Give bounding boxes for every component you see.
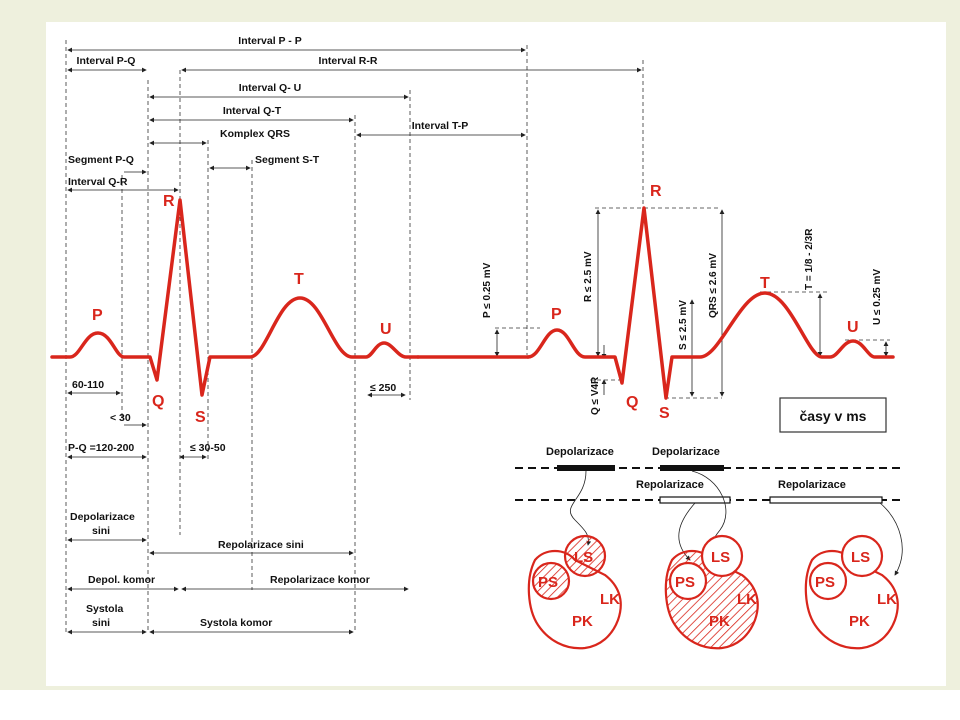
komplex-qrs-label: Komplex QRS: [219, 128, 291, 140]
phase-systola-sini-line2: sini: [92, 617, 111, 629]
interval-rr-label: Interval R-R: [318, 55, 378, 67]
wave-q-label-left: Q: [152, 393, 165, 410]
wave-r-label-right: R: [650, 183, 662, 200]
time-unit-label: časy v ms: [799, 408, 867, 424]
phase-repol-sini: Repolarizace sini: [218, 539, 304, 551]
phase-depol-sini-line1: Depolarizace: [70, 511, 135, 523]
interval-qu-label: Interval Q- U: [238, 82, 302, 94]
amplitude-q-label: Q ≤ V4R: [590, 376, 601, 415]
bar-depol-label-2: Depolarizace: [652, 446, 720, 458]
bar-repol-label-1: Repolarizace: [636, 479, 704, 491]
wave-t-label-left: T: [294, 271, 304, 288]
heart-3-ls: LS: [851, 549, 871, 566]
segment-st-label: Segment S-T: [255, 154, 320, 166]
phase-systola-sini-line1: Systola: [86, 603, 124, 615]
interval-tp-label: Interval T-P: [411, 120, 469, 132]
interval-pp-label: Interval P - P: [238, 35, 302, 47]
amplitude-r-label: R ≤ 2.5 mV: [583, 251, 594, 302]
heart-1-pk: PK: [572, 613, 593, 630]
heart-3-pk: PK: [849, 613, 870, 630]
heart-3-ps: PS: [815, 574, 836, 591]
wave-u-label-right: U: [847, 319, 859, 336]
heart-2-ps: PS: [675, 574, 696, 591]
ecg-trace-left: [52, 200, 418, 395]
wave-u-label-left: U: [380, 321, 392, 338]
wave-q-label-right: Q: [626, 394, 639, 411]
heart-1-lk: LK: [600, 591, 620, 608]
heart-2-lk: LK: [737, 591, 757, 608]
guide-lines: [66, 40, 643, 632]
phase-depol-komor: Depol. komor: [88, 574, 156, 586]
wave-p-label-right: P: [551, 306, 562, 323]
heart-2: [666, 536, 758, 648]
phase-depol-sini-line2: sini: [92, 525, 111, 537]
amplitude-qrs-label: QRS ≤ 2.6 mV: [708, 253, 719, 318]
amplitude-markers: [495, 208, 890, 398]
interval-arrows: [68, 50, 641, 632]
amplitude-u-label: U ≤ 0.25 mV: [872, 268, 883, 325]
duration-pq-label: P-Q =120-200: [68, 442, 135, 454]
wave-t-label-right: T: [760, 275, 770, 292]
heart-1-ls: LS: [574, 549, 594, 566]
wave-s-label-right: S: [659, 405, 670, 422]
phase-repol-komor: Repolarizace komor: [270, 574, 370, 586]
duration-p-label: 60-110: [72, 379, 105, 391]
heart-1: [529, 536, 621, 648]
amplitude-t-label: T = 1/8 - 2/3R: [804, 228, 815, 290]
duration-u-label: ≤ 250: [370, 382, 397, 394]
duration-s-label: ≤ 30-50: [190, 442, 226, 454]
wave-s-label-left: S: [195, 409, 206, 426]
bar-depol-label-1: Depolarizace: [546, 446, 614, 458]
heart-3: [806, 536, 898, 648]
amplitude-s-label: S ≤ 2.5 mV: [678, 300, 689, 350]
interval-qr-label: Interval Q-R: [68, 176, 128, 188]
heart-1-ps: PS: [538, 574, 559, 591]
phase-systola-komor: Systola komor: [200, 617, 273, 629]
bar-repol-label-2: Repolarizace: [778, 479, 846, 491]
wave-r-label-left: R: [163, 193, 175, 210]
segment-pq-label: Segment P-Q: [68, 154, 134, 166]
interval-pq-label: Interval P-Q: [76, 55, 136, 67]
heart-3-lk: LK: [877, 591, 897, 608]
heart-2-ls: LS: [711, 549, 731, 566]
duration-qr-label: < 30: [110, 412, 131, 424]
phase-bars: [515, 465, 905, 503]
wave-p-label-left: P: [92, 307, 103, 324]
interval-qt-label: Interval Q-T: [222, 105, 282, 117]
amplitude-p-label: P ≤ 0.25 mV: [482, 262, 493, 318]
heart-2-pk: PK: [709, 613, 730, 630]
